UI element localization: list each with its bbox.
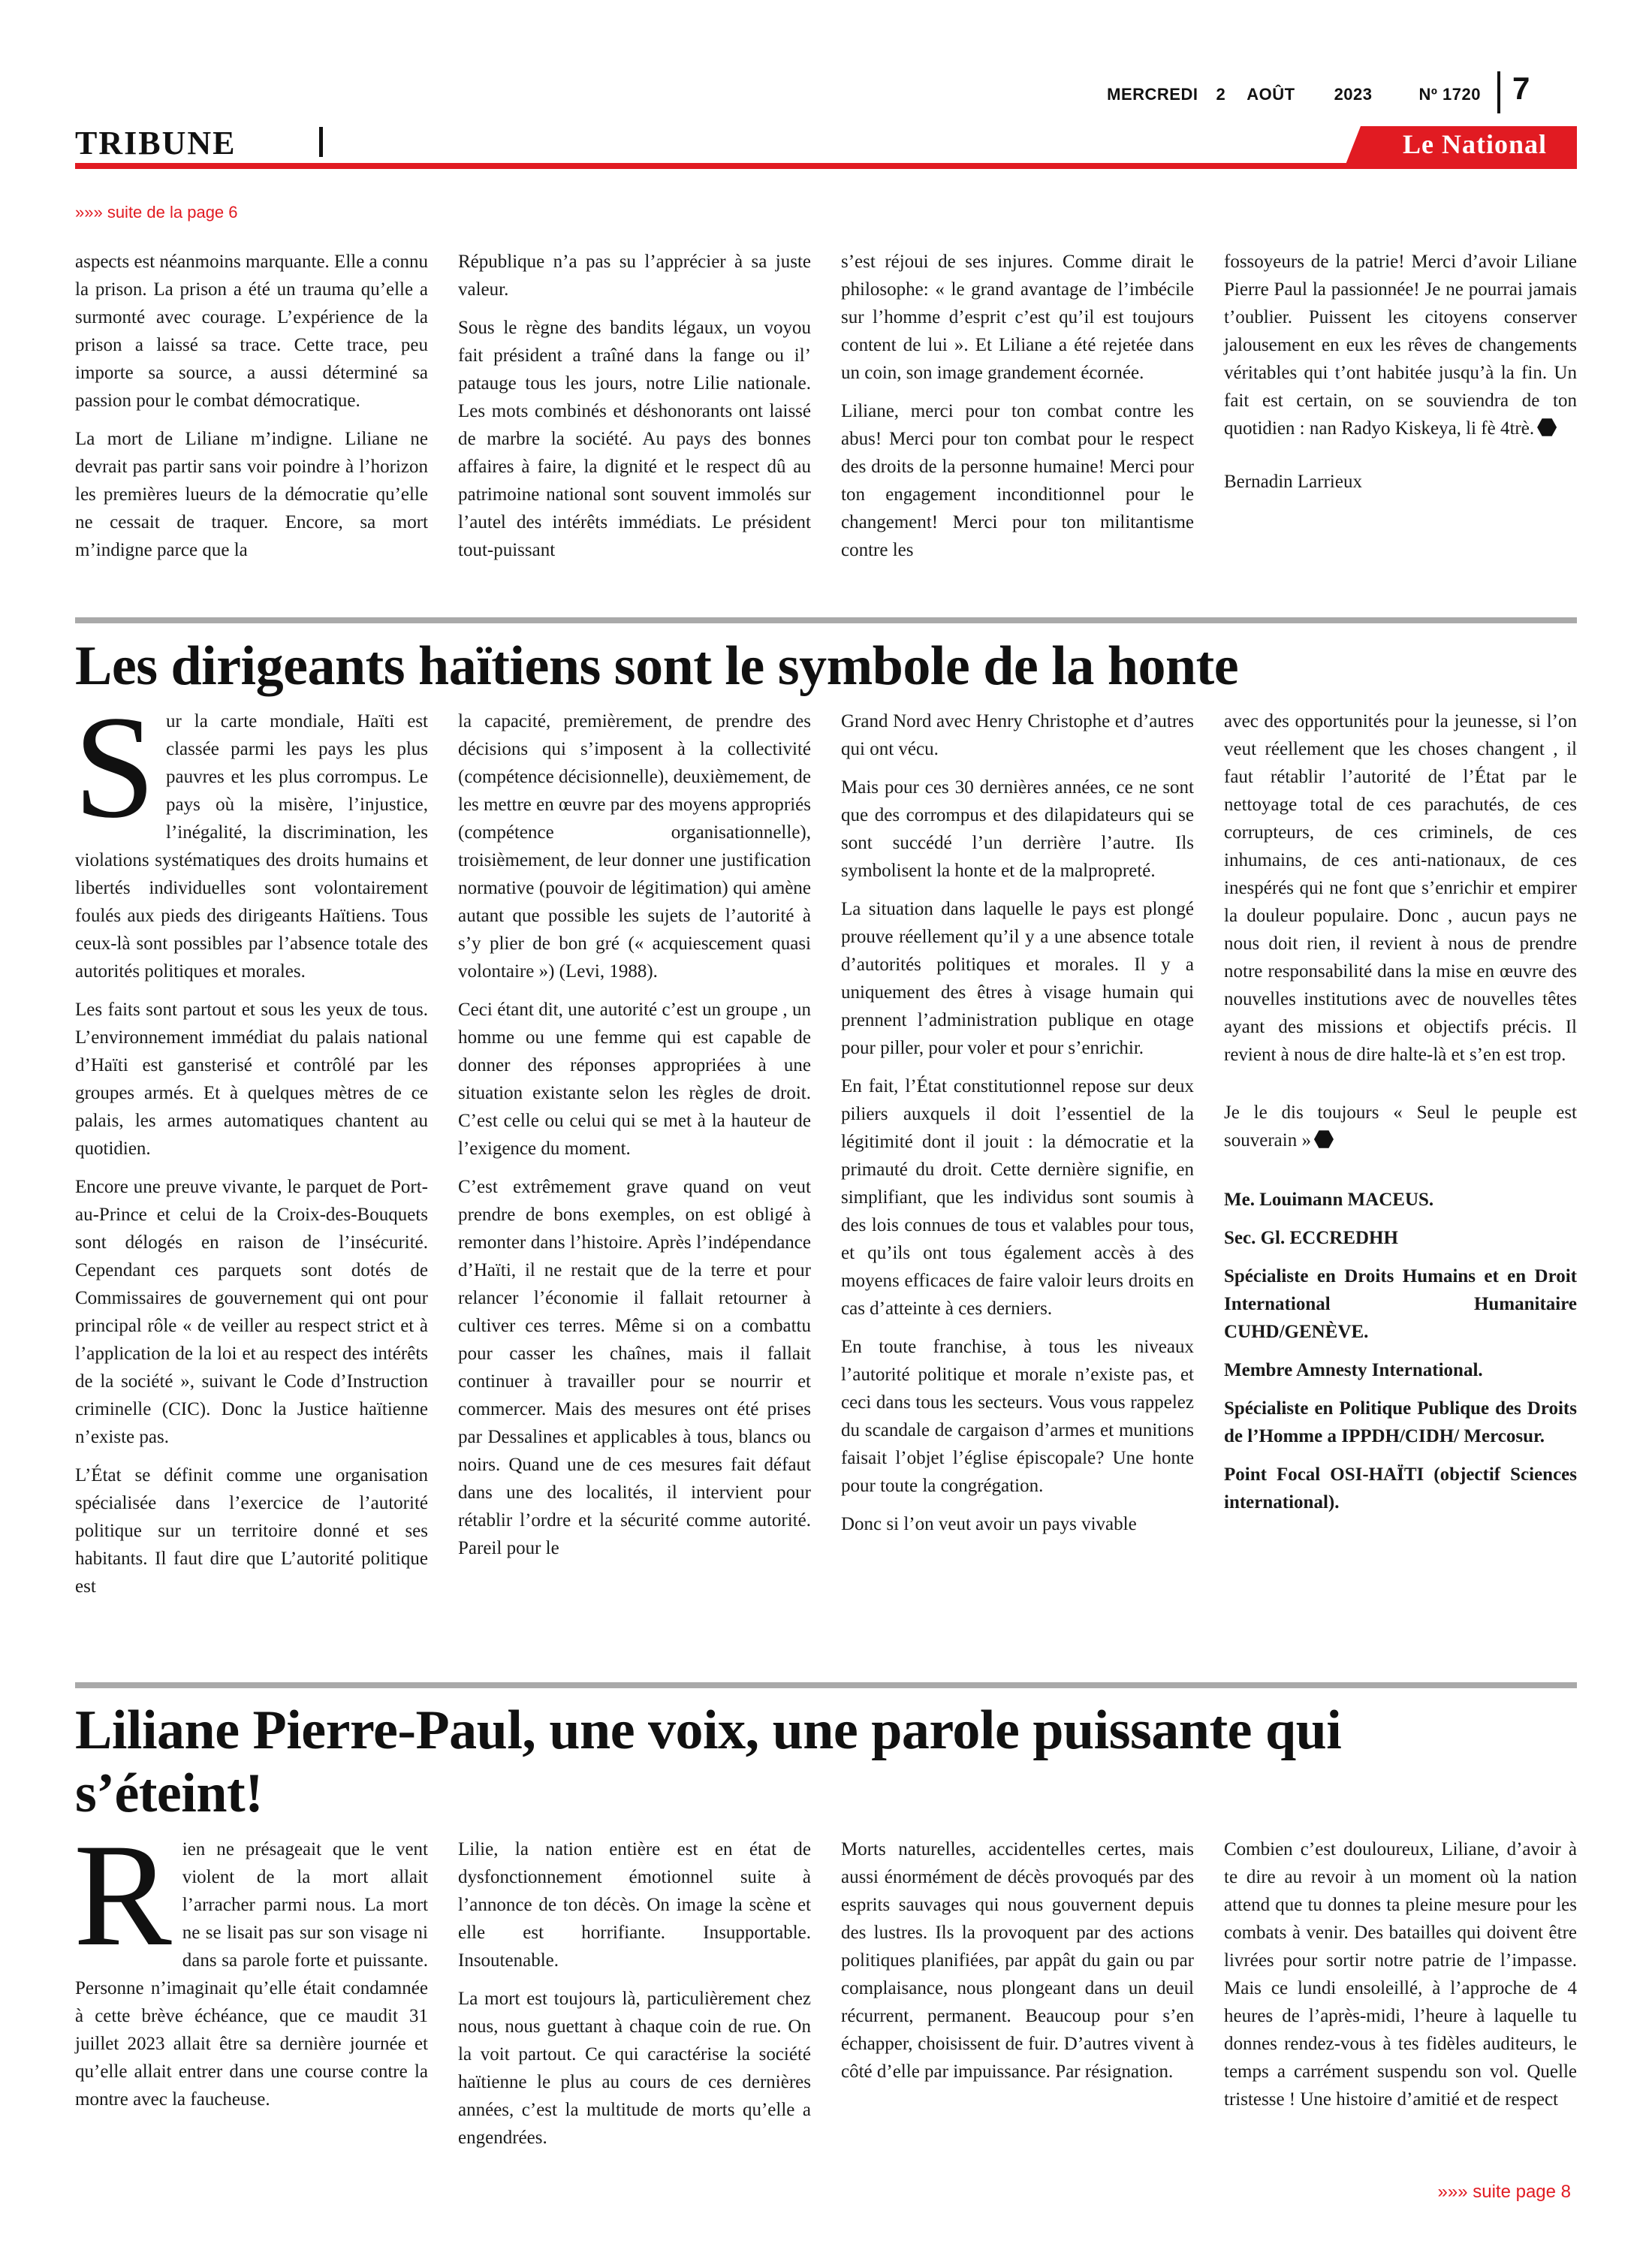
author-title: Spécialiste en Politique Publique des Droits de l’Homme a IPPDH/CIDH/ Mercosur. <box>1224 1398 1577 1446</box>
author-title: Membre Amnesty International. <box>1224 1360 1483 1380</box>
paragraph: La situation dans laquelle le pays est plongé prouve réellement qu’il y a une absence totale d’autorités politiques et morales. Il y a uniquement des êtres à visage humain qui prennent l’administration publique en otage pour piller, pour voler et pour s’enrichir. <box>841 899 1194 1058</box>
page-number-box <box>1497 71 1577 113</box>
page-number: 7 <box>1512 71 1530 106</box>
paragraph: L’État se définit comme une organisation spécialisée dans l’exercice de l’autorité politique sur un territoire donné et ses habitants. Il faut dire que L’autorité politique est <box>75 1465 428 1597</box>
paragraph: avec des opportunités pour la jeunesse, si l’on veut réellement que les choses changent , il faut rétablir l’autorité de l’État par le nettoyage total de ces parachutés, de ces corrupteurs, de ces criminels, de ces inhumains, de ces anti-nationaux, de ces inespérés qui ne font que s’enrichir et empirer la douleur populaire. Donc , aucun pays ne nous doit rien, il revient à nous de prendre notre responsabilité dans la mise en œuvre des nouvelles institutions avec de nouvelles têtes ayant des missions et objectifs précis. Il revient à nous de dire halte-là et s’en est trop. <box>1224 711 1577 1065</box>
drop-cap: R <box>74 1814 172 1977</box>
article1-column-3 <box>841 248 1194 575</box>
paragraph-text: ur la carte mondiale, Haïti est classée parmi les pays les plus pauvres et les plus corrompus. Le pays où la misère, l’injustice, l’inégalité, la discrimination, les violations systématiques des droits humains et libertés individuelles sont volontairement foulés aux pieds des dirigeants Haïtiens. Tous ceux-là sont possibles par l’absence totale des autorités politiques et morales. <box>75 711 428 982</box>
paragraph: Combien c’est douloureux, Liliane, d’avoir à te dire au revoir à un moment où la nation attend que tu donnes ta pleine mesure pour les combats à venir. Des batailles qui doivent être livrées pour sortir notre patrie de l’impasse. Mais ce lundi ensoleillé, à l’approche de 4 heures de l’après-midi, l’heure à laquelle tu donnes rendez-vous à tes fidèles auditeurs, le temps a carrément suspendu son vol. Quelle tristesse ! Une histoire d’amitié et de respect <box>1224 1839 1577 2110</box>
paragraph: Encore une preuve vivante, le parquet de Port-au-Prince et celui de la Croix-des-Bouquets sont délogés en raison de l’insécurité. Cependant ces parquets sont dotés de Commissaires de gouvernement qui ont pour principal rôle « de veiller au respect strict et à l’application de la loi et au respect des intérêts de la société », suivant le Code d’Instruction criminelle (CIC). Donc la Justice haïtienne n’existe pas. <box>75 1177 428 1447</box>
paragraph: Les faits sont partout et sous les yeux de tous. L’environnement immédiat du palais national d’Haïti est gansterisé et contrôlé par les groupes armés. Et à quelques mètres de ce palais, les armes automatiques chantent au quotidien. <box>75 1000 428 1159</box>
drop-cap: S <box>74 686 156 849</box>
article3-headline <box>75 1699 1341 1825</box>
paragraph: République n’a pas su l’apprécier à sa juste valeur. <box>458 252 811 300</box>
paragraph: Ceci étant dit, une autorité c’est un groupe , un homme ou une femme qui est capable de donner des réponses appropriées à une situation existante selon les règles de droit. C’est celle ou celui qui se met à la hauteur de l’exigence du moment. <box>458 1000 811 1159</box>
continued-to-link[interactable]: »»» suite page 8 <box>1437 2182 1571 2202</box>
article2-headline: Les dirigeants haïtiens sont le symbole de la honte <box>75 635 1239 697</box>
author-title: Spécialiste en Droits Humains et en Droit International Humanitaire CUHD/GENÈVE. <box>1224 1266 1577 1342</box>
article1-column-1 <box>75 248 428 575</box>
paragraph: Morts naturelles, accidentelles certes, mais aussi énormément de décès provoqués par des esprits sauvages qui nous gouvernent depuis des lustres. Ils la provoquent par des actions politiques planifiées, par appât du gain ou par complaisance, nous plongeant dans un deuil récurrent, permanent. Beaucoup pour s’en échapper, choisissent de fuir. D’autres vivent à côté d’elle par impuissance. Par résignation. <box>841 1839 1194 2082</box>
paragraph: Grand Nord avec Henry Christophe et d’autres qui ont vécu. <box>841 711 1194 759</box>
end-of-article-icon <box>1314 1130 1334 1149</box>
article2-column-3 <box>841 707 1194 1611</box>
masthead <box>75 71 1577 173</box>
paragraph: Sous le règne des bandits légaux, un voyou fait président a traîné dans la fange ou il’ patauge tous les jours, notre Lilie nationale. Les mots combinés et déshonorants ont laissé de marbre la société. Au pays des bonnes affaires à faire, la dignité et le respect dû au patrimoine national sont souvent immolés sur l’autel des intérêts immédiats. Le président tout-puissant <box>458 318 811 560</box>
article3-column-2 <box>458 1835 811 2162</box>
paragraph: En toute franchise, à tous les niveaux l’autorité politique et morale n’existe pas, et ceci dans tous les secteurs. Vous vous rappelez du scandale de cargaison d’armes et munitions faisait l’objet l’église épiscopale? Une honte pour toute la congrégation. <box>841 1337 1194 1496</box>
end-of-article-icon <box>1537 418 1557 437</box>
headline-line: s’éteint! <box>75 1763 264 1824</box>
article1-signature: Bernadin Larrieux <box>1224 472 1362 492</box>
article-divider <box>75 617 1577 623</box>
paragraph: Liliane, merci pour ton combat contre les abus! Merci pour ton combat pour le respect des droits de la personne humaine! Merci pour ton engagement inconditionnel pour le changement! Merci pour ton militantisme contre les <box>841 401 1194 560</box>
section-label: TRIBUNE <box>75 125 237 161</box>
dateline <box>1099 85 1481 104</box>
paragraph-text: Je le dis toujours « Seul le peuple est souverain » <box>1224 1102 1577 1151</box>
article3-column-4 <box>1224 1835 1577 2162</box>
article3-column-3 <box>841 1835 1194 2162</box>
article2-body <box>74 686 1577 1611</box>
closing-quote <box>1224 1099 1577 1154</box>
issue-year: 2023 <box>1334 85 1373 104</box>
paragraph: La mort de Liliane m’indigne. Liliane ne devrait pas partir sans voir poindre à l’horizon les premières lueurs de la démocratie qu’elle ne cessait de traquer. Encore, sa mort m’indigne parce que la <box>75 429 428 560</box>
article2-column-2 <box>458 707 811 1611</box>
paragraph: En fait, l’État constitutionnel repose sur deux piliers auxquels il doit l’essentiel de la légitimité dont il jouit : la démocratie et la primauté du droit. Cette dernière signifie, en simplifiant, que les individus sont soumis à des lois connues de tous et valables pour tous, et qu’ils ont tous également accès à des moyens efficaces de faire valoir leurs droits en cas d’atteinte à ces derniers. <box>841 1076 1194 1319</box>
author-title: Point Focal OSI-HAÏTI (objectif Sciences international). <box>1224 1464 1577 1513</box>
section-divider <box>319 127 323 157</box>
paragraph <box>74 686 428 985</box>
paragraph: s’est réjoui de ses injures. Comme dirait le philosophe: « le grand avantage de l’imbécile sur l’homme d’esprit c’est qu’il est toujours content de lui ». Et Liliane a été rejetée dans un coin, son image grandement écornée. <box>841 252 1194 383</box>
issue-date-number: 2 <box>1216 85 1226 104</box>
paragraph-text: ien ne présageait que le vent violent de la mort allait l’arracher parmi nous. La mort ne se lisait pas sur son visage ni dans sa parole forte et puissante. Personne n’imaginait qu’elle était condamnée à cette brève échéance, que ce maudit 31 juillet 2023 allait être sa dernière journée et qu’elle allait entrer dans une course contre la montre avec la faucheuse. <box>75 1839 428 2110</box>
headline-line: Liliane Pierre-Paul, une voix, une parole puissante qui <box>75 1700 1342 1761</box>
author-title: Sec. Gl. ECCREDHH <box>1224 1228 1398 1248</box>
paragraph: aspects est néanmoins marquante. Elle a connu la prison. La prison a été un trauma qu’elle a surmonté avec courage. L’expérience de la prison a laissé sa trace. Cette trace, peu importe sa source, a aussi déterminé sa passion pour le combat démocratique. <box>75 252 428 411</box>
issue-month: AOÛT <box>1247 85 1295 104</box>
paragraph: Lilie, la nation entière est en état de dysfonctionnement émotionnel suite à l’annonce de ton décès. On image la scène et elle est horrifiante. Insupportable. Insoutenable. <box>458 1839 811 1971</box>
paragraph: la capacité, premièrement, de prendre des décisions qui s’imposent à la collectivité (compétence décisionnelle), deuxièmement, de les mettre en œuvre par des moyens appropriés (compétence organisationnelle), troisièmement, de leur donner une justification normative (pouvoir de légitimation) qui amène autant que possible les sujets de l’autorité à s’y plier de bon gré (« acquiescement quasi volontaire ») (Levi, 1988). <box>458 711 811 982</box>
paragraph: Donc si l’on veut avoir un pays vivable <box>841 1514 1137 1534</box>
article-continuation <box>75 248 1577 575</box>
article-divider <box>75 1682 1577 1688</box>
paragraph: Mais pour ces 30 dernières années, ce ne sont que des corrompus et des dilapidateurs qui se sont succédé l’un derrière l’autre. Ils symbolisent la honte et de la malpropreté. <box>841 777 1194 881</box>
paragraph: La mort est toujours là, particulièrement chez nous, nous guettant à chaque coin de rue. On la voit partout. Ce qui caractérise la société haïtienne le plus au cours de ces dernières années, c’est la multitude de morts qu’elle a engendrées. <box>458 1989 811 2148</box>
header-rule <box>75 163 1577 169</box>
article2-column-4 <box>1224 707 1577 1611</box>
author-name: Me. Louimann MACEUS. <box>1224 1190 1434 1210</box>
issue-day: MERCREDI <box>1107 85 1198 104</box>
article3-body <box>74 1814 1577 2162</box>
paragraph <box>74 1814 428 2113</box>
continued-from-link[interactable]: »»» suite de la page 6 <box>75 203 238 222</box>
article1-column-4 <box>1224 248 1577 575</box>
article3-column-1 <box>74 1814 428 2162</box>
article1-column-2 <box>458 248 811 575</box>
article2-column-1 <box>74 686 428 1611</box>
brand-name: Le National <box>1402 129 1547 159</box>
paragraph: C’est extrêmement grave quand on veut prendre de bons exemples, on est obligé à remonter dans l’histoire. Après l’indépendance d’Haïti, il ne restait que de la terre et pour relancer l’économie il fallait retourner à cultiver ces terres. Même si on a combattu pour casser les chaînes, mais il fallait continuer à travailler pour se nourrir et commercer. Mais des mesures ont été prises par Dessalines et applicables à tous, blancs ou noirs. Quand une de ces mesures fait défaut dans une des localités, il intervient pour rétablir l’ordre et la sécurité comme autorité. Pareil pour le <box>458 1177 811 1558</box>
issue-number: Nº 1720 <box>1418 85 1481 104</box>
paragraph <box>1224 248 1577 442</box>
paragraph-text: fossoyeurs de la patrie! Merci d’avoir Liliane Pierre Paul la passionnée! Je ne pourrai jamais t’oublier. Puissent les citoyens conserver jalousement en eux les rêves de changements véritables qui t’ont habitée jusqu’à la fin. Un fait est certain, on se souviendra de ton quotidien : nan Radyo Kiskeya, li fè 4trè. <box>1224 252 1577 439</box>
